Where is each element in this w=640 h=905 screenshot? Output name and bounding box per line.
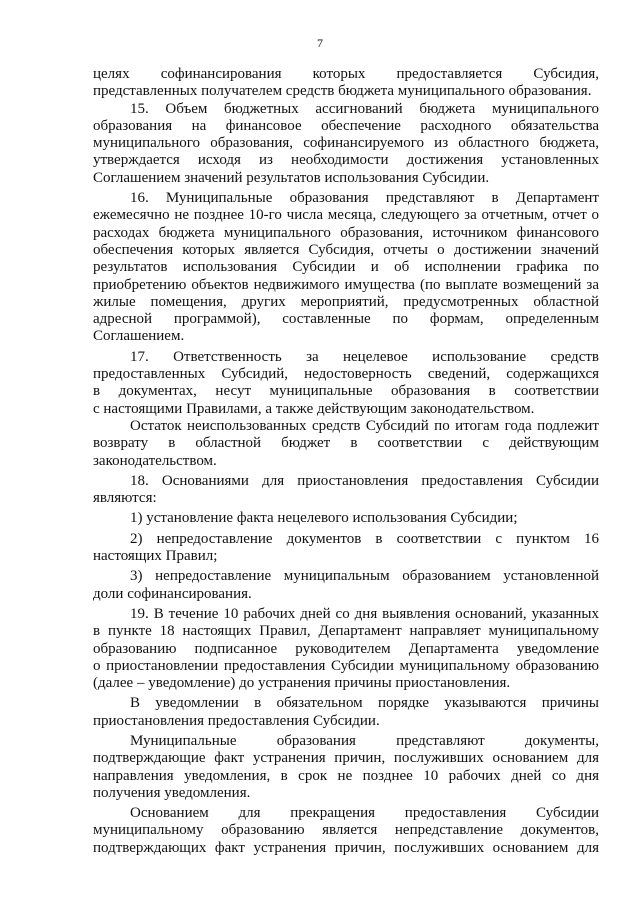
paragraph-line: муниципального образования, софинансируемого из областного бюджета,	[93, 135, 599, 152]
paragraph-line: муниципальному образованию является непредставление документов,	[93, 822, 599, 839]
paragraph: представленных получателем средств бюджета муниципального образования.	[93, 83, 592, 100]
paragraph-line: доли софинансирования.	[93, 585, 252, 602]
paragraph-line: образованию подписанное руководителем Департамента уведомление	[93, 640, 599, 657]
paragraph-line: образования на финансовое обеспечение расходного обязательства	[93, 117, 599, 134]
paragraph-item-18: 18. Основаниями для приостановления предоставления Субсидии	[130, 472, 599, 489]
paragraph-line: настоящих Правил;	[93, 548, 218, 565]
list-item: 2) непредоставление документов в соответствии с пунктом 16	[130, 530, 599, 547]
paragraph-line: приобретению объектов недвижимого имущества (по выплате возмещений за	[93, 276, 599, 293]
paragraph-line: о приостановлении предоставления Субсидии муниципальному образованию	[93, 657, 599, 674]
paragraph-line: подтверждающие факт устранения причин, послуживших основанием для	[93, 750, 599, 767]
paragraph-line: направления уведомления, в срок не позднее 10 рабочих дней со дня	[93, 767, 599, 784]
paragraph-line: приостановления предоставления Субсидии.	[93, 712, 380, 729]
paragraph-item-15: 15. Объем бюджетных ассигнований бюджета муниципального	[130, 100, 599, 117]
paragraph-line: в документах, несут муниципальные образования в соответствии	[93, 383, 599, 400]
paragraph-line: обеспечения которых является Субсидия, отчеты о достижении значений	[93, 241, 599, 258]
list-item: 3) непредоставление муниципальным образованием установленной	[130, 568, 599, 585]
paragraph: Муниципальные образования представляют документы,	[130, 732, 599, 749]
paragraph: В уведомлении в обязательном порядке указываются причины	[130, 695, 599, 712]
paragraph-line: подтверждающих факт устранения причин, послуживших основанием для	[93, 839, 599, 856]
paragraph-line: законодательством.	[93, 452, 217, 469]
paragraph-line: ежемесячно не позднее 10-го числа месяца, следующего за отчетным, отчет о	[93, 207, 599, 224]
paragraph-line: являются:	[93, 490, 157, 507]
paragraph-line: результатов использования Субсидии и об исполнении графика по	[93, 259, 599, 276]
paragraph-line: жилые помещения, других мероприятий, предусмотренных областной	[93, 293, 599, 310]
paragraph-line: Соглашением.	[93, 328, 185, 345]
paragraph-line: (далее – уведомление) до устранения причины приостановления.	[93, 675, 511, 692]
paragraph-line: возврату в областной бюджет в соответствии с действующим	[93, 435, 599, 452]
paragraph-line: расходах бюджета муниципального образования, источником финансового	[93, 224, 599, 241]
document-body	[93, 66, 599, 857]
paragraph-line: получения уведомления.	[93, 784, 251, 801]
paragraph-line: предоставленных Субсидий, недостоверность сведений, содержащихся	[93, 366, 599, 383]
paragraph-item-17: 17. Ответственность за нецелевое использование средств	[130, 348, 599, 365]
paragraph: Основанием для прекращения предоставления Субсидии	[130, 805, 599, 822]
page-number: 7	[317, 36, 323, 50]
paragraph-item-16: 16. Муниципальные образования представляют в Департамент	[130, 190, 599, 207]
paragraph: Остаток неиспользованных средств Субсидий по итогам года подлежит	[130, 417, 599, 434]
paragraph-line: в пункте 18 настоящих Правил, Департамент направляет муниципальному	[93, 623, 599, 640]
paragraph-item-19: 19. В течение 10 рабочих дней со дня выявления оснований, указанных	[130, 605, 599, 622]
paragraph-line: утверждается исходя из необходимости достижения установленных	[93, 152, 599, 169]
list-item: 1) установление факта нецелевого использования Субсидии;	[130, 510, 518, 527]
paragraph-line: Соглашением значений результатов использования Субсидии.	[93, 169, 490, 186]
paragraph-line: адресной программой), составленные по формам, определенным	[93, 311, 599, 328]
paragraph: целях софинансирования которых предоставляется Субсидия,	[93, 66, 599, 82]
paragraph-line: с настоящими Правилами, а также действующим законодательством.	[93, 400, 535, 417]
